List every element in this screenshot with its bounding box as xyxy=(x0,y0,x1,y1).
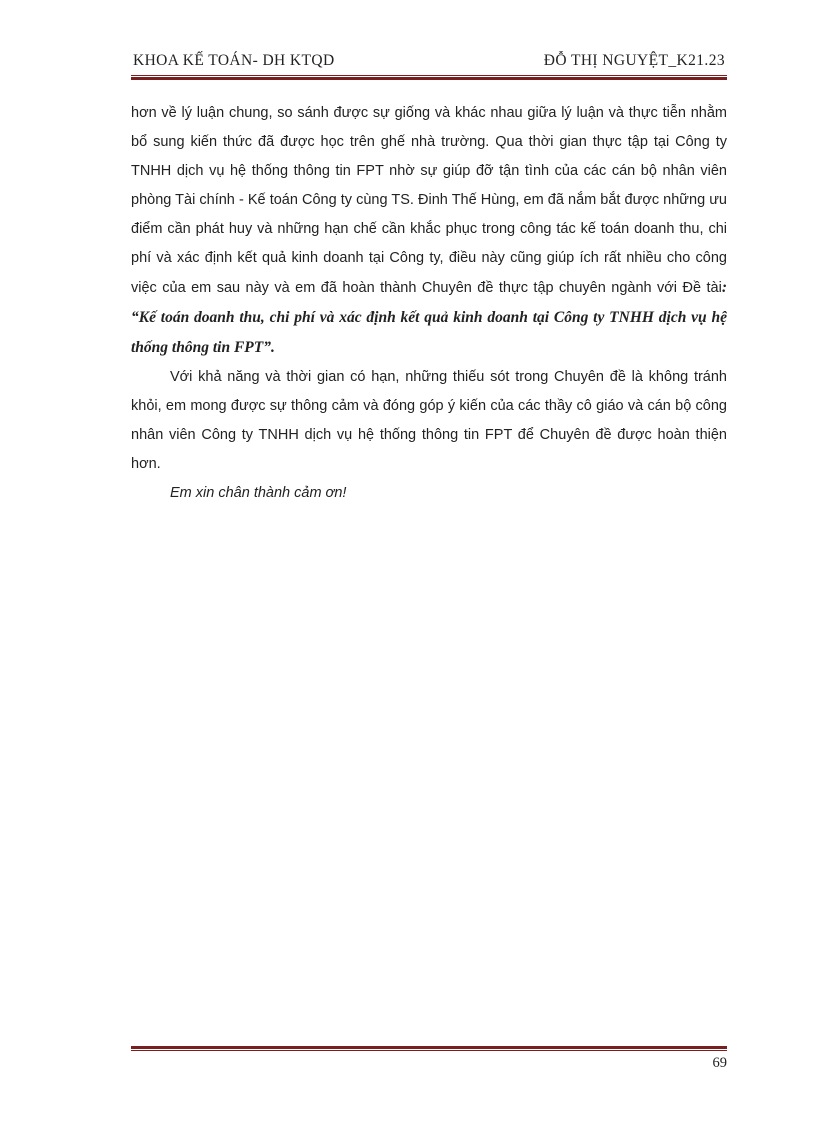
header-divider xyxy=(131,75,727,80)
header-rule-thick xyxy=(131,77,727,80)
footer-divider xyxy=(131,1046,727,1051)
paragraph-1-text: hơn về lý luận chung, so sánh được sự giống và khác nhau giữa lý luận và thực tiễn nhằm bổ sung kiến thức đã được học trên ghế nhà trường. Qua thời gian thực tập tại Công ty TNHH dịch vụ hệ thống thông tin FPT nhờ sự giúp đỡ tận tình của các cán bộ nhân viên phòng Tài chính - Kế toán Công ty cùng TS. Đinh Thế Hùng, em đã nắm bắt được những ưu điểm cần phát huy và những hạn chế cần khắc phục trong công tác kế toán doanh thu, chi phí và xác định kết quả kinh doanh tại Công ty, điều này cũng giúp ích rất nhiều cho công việc của em sau này và em đã hoàn thành Chuyên đề thực tập chuyên ngành với Đề tài xyxy=(131,105,727,296)
header-department: KHOA KẾ TOÁN- DH KTQD xyxy=(133,52,335,69)
page-header xyxy=(131,48,727,74)
paragraph-2: Với khả năng và thời gian có hạn, những thiếu sót trong Chuyên đề là không tránh khỏi, em mong được sự thông cảm và đóng góp ý kiến của các thầy cô giáo và cán bộ công nhân viên Công ty TNHH dịch vụ hệ thống thông tin FPT để Chuyên đề được hoàn thiện hơn. xyxy=(131,369,727,472)
thanks-line: Em xin chân thành cảm ơn! xyxy=(170,485,347,501)
header-rule-thin xyxy=(131,75,727,76)
topic-title: : “Kế toán doanh thu, chi phí và xác định kết quả kinh doanh tại Công ty TNHH dịch vụ hệ thống thông tin FPT”. xyxy=(131,279,727,356)
header-author: ĐỖ THỊ NGUYỆT_K21.23 xyxy=(543,52,725,69)
footer-rule-thick xyxy=(131,1046,727,1049)
paragraph-1 xyxy=(131,99,727,363)
page-number: 69 xyxy=(712,1055,727,1071)
body-text xyxy=(131,99,727,508)
footer-rule-thin xyxy=(131,1050,727,1051)
